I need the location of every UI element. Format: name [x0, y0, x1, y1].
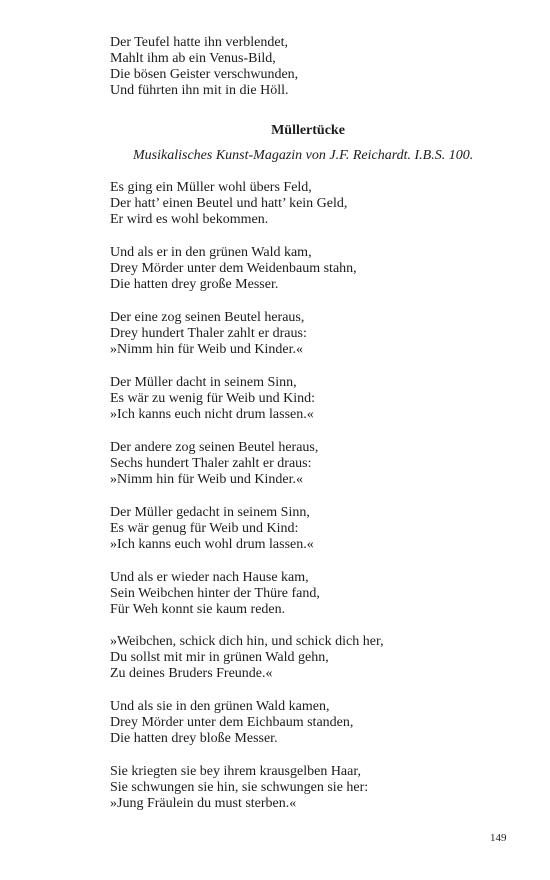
verse-line: »Ich kanns euch wohl drum lassen.« [110, 537, 314, 552]
verse-line: »Nimm hin für Weib und Kinder.« [110, 342, 304, 357]
verse-line: Und als sie in den grünen Wald kamen, [110, 699, 330, 714]
verse-line: Sein Weibchen hinter der Thüre fand, [110, 586, 320, 601]
verse-line: Der Teufel hatte ihn verblendet, [110, 35, 288, 50]
verse-line: Der hatt’ einen Beutel und hatt’ kein Geld, [110, 196, 348, 211]
verse-line: Der Müller dacht in seinem Sinn, [110, 375, 297, 390]
verse-line: Du sollst mit mir in grünen Wald gehn, [110, 650, 329, 665]
poem-title: Müllertücke [271, 123, 345, 138]
verse-line: Die bösen Geister verschwunden, [110, 67, 299, 82]
verse-line: Und führten ihn mit in die Höll. [110, 83, 289, 98]
verse-line: »Nimm hin für Weib und Kinder.« [110, 472, 304, 487]
verse-line: »Ich kanns euch nicht drum lassen.« [110, 407, 314, 422]
verse-line: Er wird es wohl bekommen. [110, 212, 269, 227]
verse-line: Der Müller gedacht in seinem Sinn, [110, 505, 310, 520]
verse-line: Drey Mörder unter dem Weidenbaum stahn, [110, 261, 357, 276]
verse-line: Zu deines Bruders Freunde.« [110, 666, 273, 681]
verse-line: Und als er wieder nach Hause kam, [110, 570, 309, 585]
verse-line: Es wär zu wenig für Weib und Kind: [110, 391, 316, 406]
verse-line: Sie schwungen sie hin, sie schwungen sie her: [110, 780, 369, 795]
verse-line: Drey hundert Thaler zahlt er draus: [110, 326, 307, 341]
verse-line: Drey Mörder unter dem Eichbaum standen, [110, 715, 354, 730]
verse-line: Die hatten drey bloße Messer. [110, 731, 278, 746]
verse-line: Der eine zog seinen Beutel heraus, [110, 310, 305, 325]
verse-line: Es wär genug für Weib und Kind: [110, 521, 299, 536]
verse-line: Es ging ein Müller wohl übers Feld, [110, 180, 312, 195]
verse-line: Und als er in den grünen Wald kam, [110, 245, 312, 260]
poem-source: Musikalisches Kunst-Magazin von J.F. Reichardt. I.B.S. 100. [133, 148, 474, 163]
verse-line: Sie kriegten sie bey ihrem krausgelben Haar, [110, 764, 361, 779]
verse-line: Die hatten drey große Messer. [110, 277, 279, 292]
verse-line: Der andere zog seinen Beutel heraus, [110, 440, 319, 455]
verse-line: Mahlt ihm ab ein Venus-Bild, [110, 51, 276, 66]
verse-line: »Weibchen, schick dich hin, und schick dich her, [110, 634, 384, 649]
page-number: 149 [490, 832, 507, 844]
verse-line: Für Weh konnt sie kaum reden. [110, 602, 286, 617]
verse-line: Sechs hundert Thaler zahlt er draus: [110, 456, 312, 471]
verse-line: »Jung Fräulein du must sterben.« [110, 796, 297, 811]
